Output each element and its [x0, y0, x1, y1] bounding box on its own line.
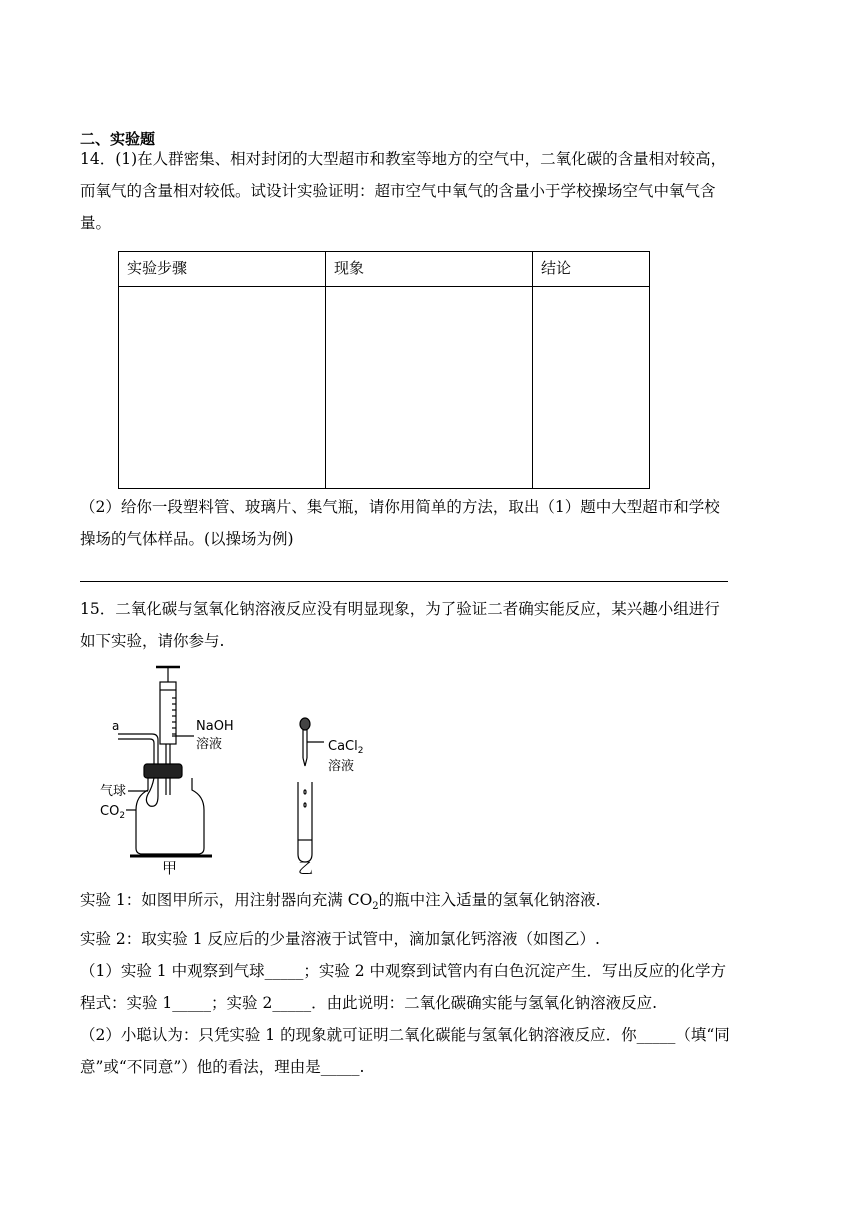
test-tube-apparatus	[298, 718, 324, 862]
label-jia: 甲	[162, 859, 178, 875]
bottle-apparatus	[118, 667, 212, 856]
question-14-stem	[80, 143, 785, 239]
label-balloon: 气球	[100, 784, 127, 799]
label-cacl2-solution: 溶液	[328, 759, 355, 774]
table-header-row	[119, 252, 650, 287]
q15-part1-line-1: （1）实验 1 中观察到气球_____；实验 2 中观察到试管内有白色沉淀产生．写出反应的化学方	[80, 962, 727, 981]
label-cacl2	[328, 739, 363, 756]
q14-part2-line-1: （2）给你一段塑料管、玻璃片、集气瓶，请你用简单的方法，取出（1）题中大型超市和学校	[80, 498, 720, 516]
co2-main: CO	[100, 804, 120, 819]
q14-part2-line-2: 操场的气体样品。(以操场为例)	[80, 530, 294, 548]
section-title: 二、实验题	[80, 130, 156, 148]
answer-cell-conclusion[interactable]	[533, 287, 650, 489]
label-a: a	[112, 719, 120, 733]
experiment-design-table	[118, 251, 650, 489]
q14-line-2: 而氧气的含量相对较低。试设计实验证明：超市空气中氧气的含量小于学校操场空气中氧气含	[80, 182, 716, 200]
q15-part1-line-2: 程式：实验 1_____；实验 2_____．由此说明：二氧化碳确实能与氢氧化钠溶液反应.	[80, 994, 658, 1013]
exp1-subscript: 2	[372, 901, 379, 913]
label-naoh-solution: 溶液	[196, 737, 223, 752]
q15-line-2: 如下实验，请你参与.	[80, 632, 225, 650]
question-15-body	[80, 884, 785, 1083]
table-answer-row	[119, 287, 650, 489]
q15-line-1: 15．二氧化碳与氢氧化钠溶液反应没有明显现象，为了验证二者确实能反应，某兴趣小组进行	[80, 600, 720, 618]
experiment-1-line	[80, 884, 785, 923]
label-naoh: NaOH	[196, 719, 234, 734]
header-phenomenon: 现象	[326, 252, 533, 287]
q14-line-1: 14．(1)在人群密集、相对封闭的大型超市和教室等地方的空气中，二氧化碳的含量相对较高，	[80, 150, 727, 168]
answer-cell-phenomenon[interactable]	[326, 287, 533, 489]
cacl2-subscript: 2	[357, 746, 364, 756]
experiment-apparatus-figure	[100, 660, 380, 875]
q14-line-3: 量。	[80, 214, 112, 232]
experiment-2-line: 实验 2：取实验 1 反应后的少量溶液于试管中，滴加氯化钙溶液（如图乙）.	[80, 930, 600, 949]
co2-subscript: 2	[119, 811, 126, 821]
q15-part2-line-2: 意”或“不同意”）他的看法，理由是_____.	[80, 1058, 365, 1077]
q15-part2-line-1: （2）小聪认为：只凭实验 1 的现象就可证明二氧化碳能与氢氧化钠溶液反应．你_____（填“同	[80, 1026, 730, 1045]
exp1-text-b: 的瓶中注入适量的氢氧化钠溶液.	[378, 891, 601, 909]
answer-cell-steps[interactable]	[119, 287, 326, 489]
question-15-stem	[80, 593, 785, 657]
question-14-part-2	[80, 491, 785, 555]
exp1-text-a: 实验 1：如图甲所示，用注射器向充满 CO	[80, 891, 373, 909]
header-conclusion: 结论	[533, 252, 650, 287]
cacl2-main: CaCl	[328, 739, 358, 754]
answer-line[interactable]	[80, 581, 728, 582]
header-steps: 实验步骤	[119, 252, 326, 287]
label-yi: 乙	[298, 859, 314, 875]
label-co2	[100, 804, 125, 821]
